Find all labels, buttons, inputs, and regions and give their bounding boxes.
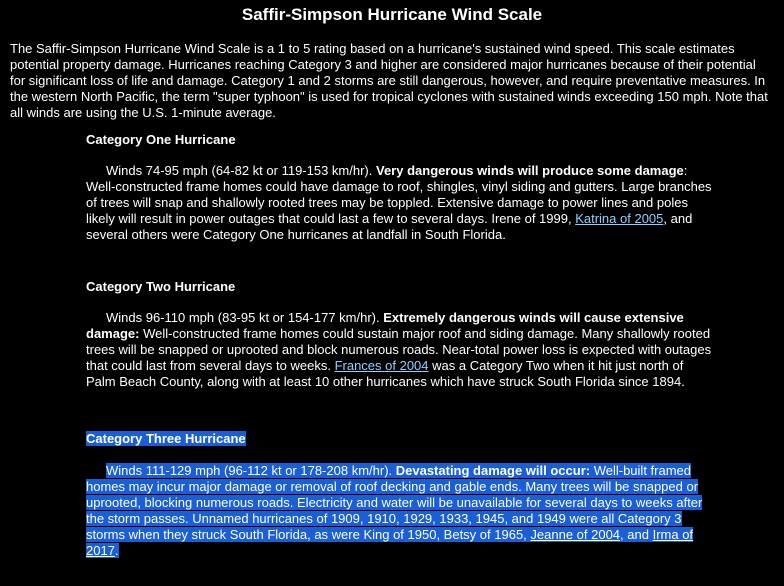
category-two-section	[86, 279, 716, 390]
category-two-description	[86, 310, 716, 390]
category-one-description	[86, 163, 716, 243]
category-three-section	[86, 431, 716, 559]
category-one-heading: Category One Hurricane	[86, 132, 236, 147]
category-one-winds: Winds 74-95 mph (64-82 kt or 119-153 km/hr).	[106, 163, 376, 178]
irma-link[interactable]: Irma of 2017	[86, 527, 694, 558]
category-two-tail: was a Category Two when it hit just north of Palm Beach County, along with at least 10 other hurricanes which have struck South Florida since 1894.	[86, 358, 685, 389]
category-two-warning: Extremely dangerous winds will cause extensive damage:	[86, 310, 684, 341]
category-three-winds: Winds 111-129 mph (96-112 kt or 178-208 km/hr).	[106, 463, 396, 478]
category-one-section	[86, 132, 716, 243]
category-three-text: Well-built framed homes may incur major damage or removal of roof decking and gable ends. Many trees will be snapped or uprooted, blocking numerous roads. Electricity and water will be unavailable for several days to weeks after the storm passes. Unnamed hurricanes of 1909, 1910, 1929, 1933, 1945, and 1949 were all Category 3 storms when they struck South Florida, as were King of 1950, Betsy of 1965,	[86, 463, 703, 542]
frances-link[interactable]: Frances of 2004	[334, 358, 429, 373]
katrina-link[interactable]: Katrina of 2005	[575, 211, 664, 226]
category-three-tail: .	[114, 543, 119, 558]
category-three-description	[86, 463, 716, 559]
category-three-heading: Category Three Hurricane	[86, 431, 246, 446]
category-one-text: : Well-constructed frame homes could have damage to roof, shingles, vinyl siding and gutters. Large branches of trees will snap and shallowly rooted trees may be toppled. Extensive damage to power lines and poles likely will result in power outages that could last a few to several days. Irene of 1999,	[86, 163, 712, 226]
category-two-winds: Winds 96-110 mph (83-95 kt or 154-177 km/hr).	[106, 310, 384, 325]
jeanne-link[interactable]: Jeanne of 2004	[530, 527, 621, 542]
category-two-heading: Category Two Hurricane	[86, 279, 236, 294]
category-three-warning: Devastating damage will occur:	[395, 463, 591, 478]
page-title: Saffir-Simpson Hurricane Wind Scale	[241, 5, 543, 24]
category-one-warning: Very dangerous winds will produce some damage	[376, 163, 684, 178]
category-two-text: Well-constructed frame homes could sustain major roof and siding damage. Many shallowly rooted trees will be snapped or uprooted and block numerous roads. Near-total power loss is expected with outages that could last from several days to weeks.	[86, 326, 712, 373]
intro-paragraph: The Saffir-Simpson Hurricane Wind Scale is a 1 to 5 rating based on a hurricane's sustained wind speed. This scale estimates potential property damage. Hurricanes reaching Category 3 and higher are considered major hurricanes because of their potential for significant loss of life and damage. Category 1 and 2 storms are still dangerous, however, and require preventative measures. In the western North Pacific, the term "super typhoon" is used for tropical cyclones with sustained winds exceeding 150 mph. Note that all winds are using the U.S. 1-minute average.	[10, 41, 768, 120]
category-one-tail: , and several others were Category One hurricanes at landfall in South Florida.	[86, 211, 693, 242]
category-three-mid: , and	[620, 527, 653, 542]
